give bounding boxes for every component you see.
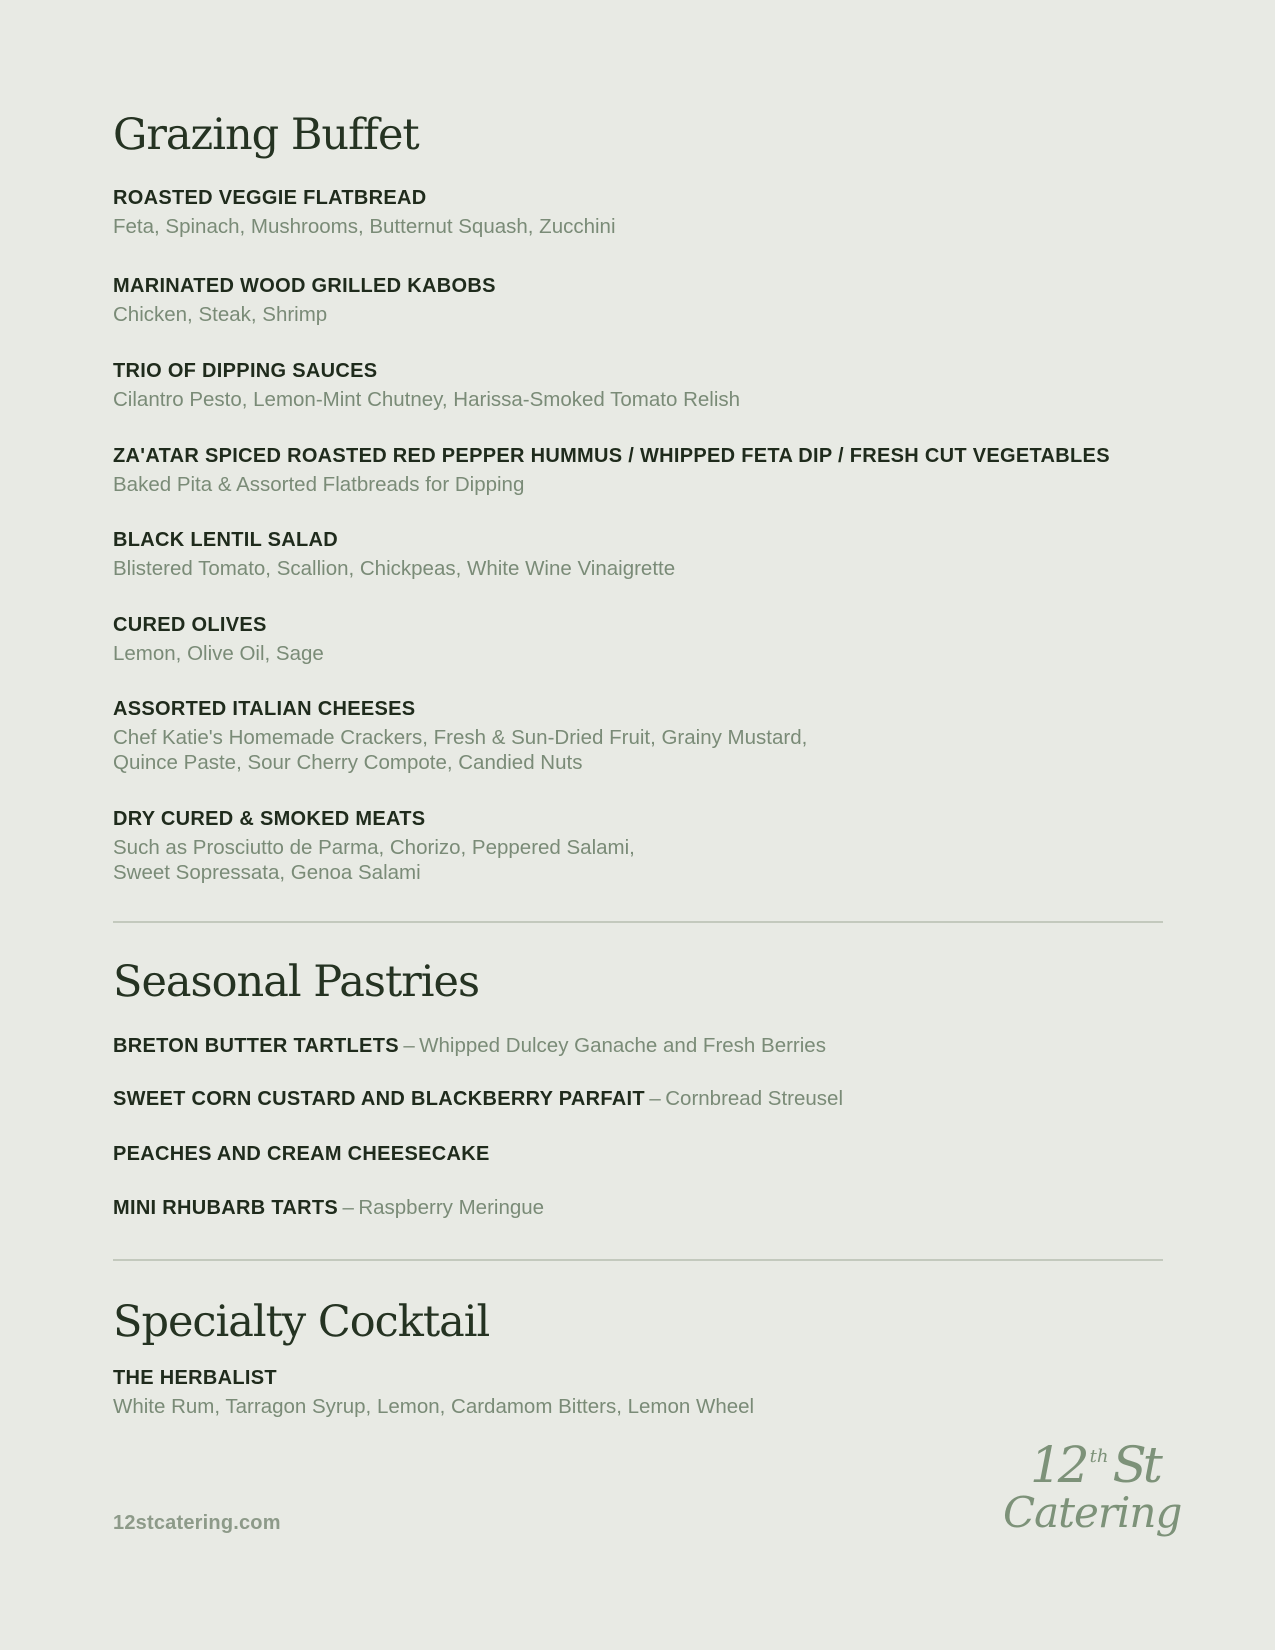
- menu-item: [113, 274, 1163, 327]
- menu-item: [113, 697, 1163, 775]
- item-description: Sweet Sopressata, Genoa Salami: [113, 861, 421, 884]
- item-description: Cornbread Streusel: [665, 1087, 844, 1110]
- item-description: Baked Pita & Assorted Flatbreads for Dipping: [113, 473, 525, 496]
- item-name: THE HERBALIST: [113, 1367, 277, 1389]
- menu-item: [113, 186, 1163, 239]
- item-description: Chef Katie's Homemade Crackers, Fresh & Sun-Dried Fruit, Grainy Mustard,: [113, 726, 808, 749]
- section-title-specialty-cocktail: Specialty Cocktail: [113, 1297, 490, 1347]
- item-name: DRY CURED & SMOKED MEATS: [113, 808, 426, 830]
- section-divider: [113, 1259, 1163, 1261]
- item-name: ROASTED VEGGIE FLATBREAD: [113, 187, 427, 209]
- item-description: Whipped Dulcey Ganache and Fresh Berries: [419, 1034, 826, 1057]
- item-name: MINI RHUBARB TARTS: [113, 1197, 339, 1219]
- separator-dash: –: [649, 1087, 661, 1110]
- item-description: Chicken, Steak, Shrimp: [113, 303, 328, 326]
- logo-suffix: th: [1089, 1446, 1109, 1467]
- logo-mark: [1030, 1436, 1159, 1494]
- item-description: Cilantro Pesto, Lemon-Mint Chutney, Harissa-Smoked Tomato Relish: [113, 388, 741, 411]
- item-description: Raspberry Meringue: [358, 1196, 545, 1219]
- separator-dash: –: [342, 1196, 354, 1219]
- menu-item: [113, 1087, 1163, 1113]
- menu-item: [113, 528, 1163, 581]
- section-title-grazing-buffet: Grazing Buffet: [113, 110, 419, 160]
- section-title-seasonal-pastries: Seasonal Pastries: [113, 957, 480, 1007]
- item-name: CURED OLIVES: [113, 614, 267, 636]
- item-name: PEACHES AND CREAM CHEESECAKE: [113, 1143, 490, 1165]
- item-name: SWEET CORN CUSTARD AND BLACKBERRY PARFAIT: [113, 1088, 645, 1110]
- item-description: Quince Paste, Sour Cherry Compote, Candied Nuts: [113, 751, 583, 774]
- menu-item: [113, 1366, 1163, 1419]
- menu-item: [113, 444, 1163, 497]
- menu-item: [113, 613, 1163, 666]
- menu-item: [113, 1142, 1163, 1168]
- item-description: Lemon, Olive Oil, Sage: [113, 642, 324, 665]
- menu-item: [113, 1034, 1163, 1060]
- separator-dash: –: [403, 1034, 415, 1057]
- logo-wordmark: Catering: [1003, 1488, 1182, 1537]
- logo-number: 12: [1030, 1436, 1086, 1494]
- logo-street: St: [1112, 1436, 1159, 1494]
- menu-item: [113, 807, 1163, 885]
- item-description: Such as Prosciutto de Parma, Chorizo, Peppered Salami,: [113, 836, 635, 859]
- item-name: BLACK LENTIL SALAD: [113, 529, 339, 551]
- website-link[interactable]: 12stcatering.com: [113, 1512, 281, 1534]
- menu-item: [113, 1196, 1163, 1222]
- item-name: ASSORTED ITALIAN CHEESES: [113, 698, 416, 720]
- item-description: Blistered Tomato, Scallion, Chickpeas, White Wine Vinaigrette: [113, 557, 676, 580]
- item-description: Feta, Spinach, Mushrooms, Butternut Squash, Zucchini: [113, 215, 616, 238]
- item-name: ZA'ATAR SPICED ROASTED RED PEPPER HUMMUS / WHIPPED FETA DIP / FRESH CUT VEGETABLES: [113, 445, 1110, 467]
- item-name: BRETON BUTTER TARTLETS: [113, 1035, 399, 1057]
- item-name: MARINATED WOOD GRILLED KABOBS: [113, 275, 496, 297]
- menu-item: [113, 359, 1163, 412]
- brand-logo: [1000, 1436, 1182, 1540]
- section-divider: [113, 921, 1163, 923]
- item-name: TRIO OF DIPPING SAUCES: [113, 360, 378, 382]
- item-description: White Rum, Tarragon Syrup, Lemon, Cardamom Bitters, Lemon Wheel: [113, 1395, 755, 1418]
